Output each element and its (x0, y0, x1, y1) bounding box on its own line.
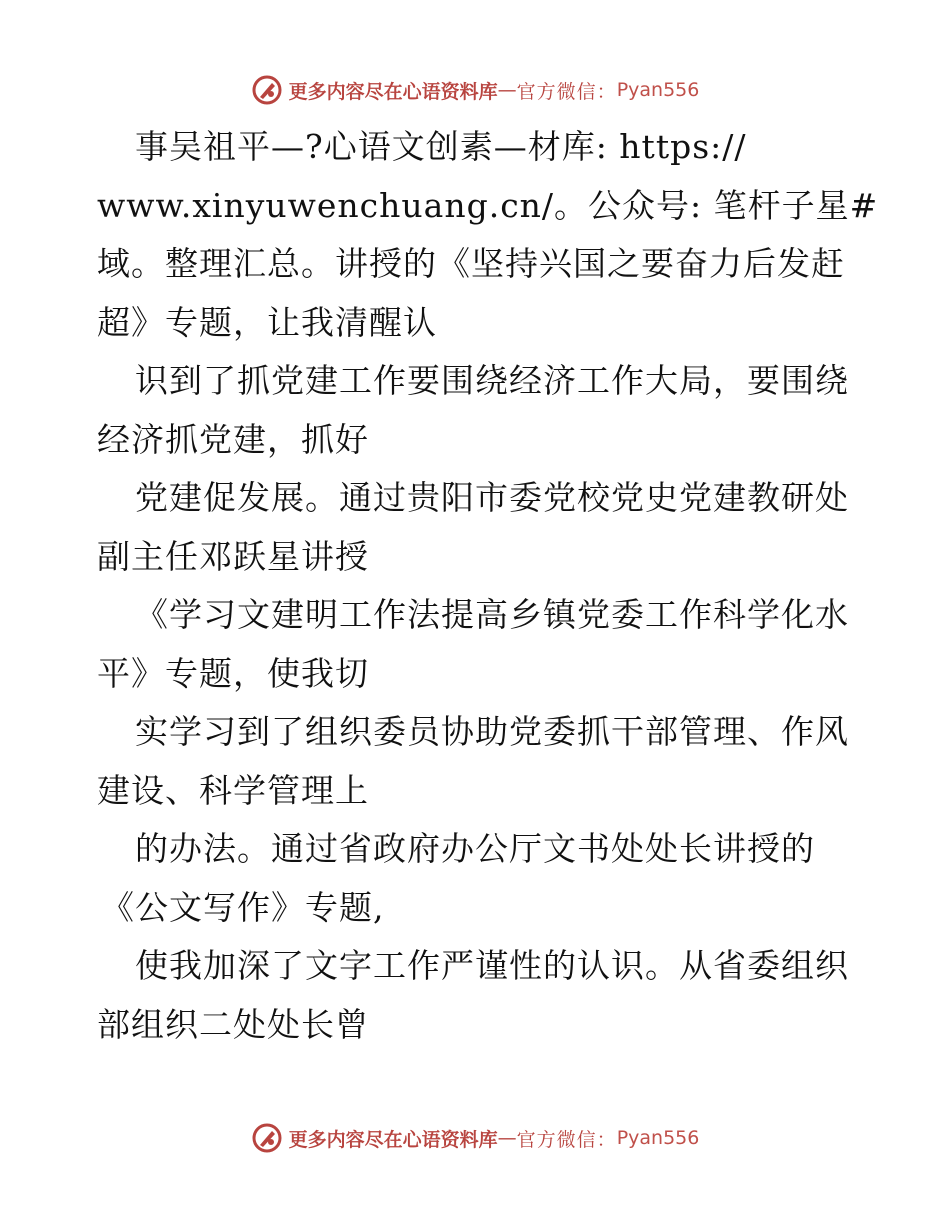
body-line: 部组织二处处长曾 (97, 1004, 369, 1044)
body-line: 建设、科学管理上 (97, 770, 369, 810)
body-line: 副主任邓跃星讲授 (97, 536, 369, 576)
footer-dash: — (497, 1127, 517, 1149)
header-banner (0, 70, 950, 110)
footer-official-label: 官方微信： (516, 1128, 617, 1151)
footer-main-text: 更多内容尽在心语资料库 (288, 1128, 498, 1151)
header-main-text: 更多内容尽在心语资料库 (288, 80, 498, 103)
document-body (97, 118, 879, 1054)
body-line: 党建促发展。通过贵阳市委党校党史党建教研处 (135, 478, 849, 517)
pen-logo-icon (251, 74, 283, 106)
body-line: 超》专题，让我清醒认 (97, 302, 437, 342)
body-line: 事吴祖平—?心语文创素—材库: https:// (135, 127, 747, 166)
body-line: 经济抓党建，抓好 (97, 419, 369, 459)
body-line: www.xinyuwenchuang.cn/。公众号: 笔杆子星# (97, 185, 879, 225)
header-official-label: 官方微信： (516, 80, 617, 103)
body-line: 域。整理汇总。讲授的《坚持兴国之要奋力后发赶 (97, 244, 845, 283)
body-line: 实学习到了组织委员协助党委抓干部管理、作风 (135, 712, 849, 751)
body-line: 的办法。通过省政府办公厅文书处处长讲授的 (135, 829, 815, 868)
header-dash: — (497, 79, 517, 101)
body-line: 使我加深了文字工作严谨性的认识。从省委组织 (135, 946, 849, 985)
body-line: 识到了抓党建工作要围绕经济工作大局，要围绕 (135, 361, 849, 400)
footer-account-id: Pyan556 (616, 1127, 700, 1149)
body-line: 《公文写作》专题, (101, 887, 385, 927)
footer-banner (0, 1118, 950, 1158)
header-account-id: Pyan556 (616, 79, 700, 101)
body-line: 平》专题，使我切 (97, 653, 369, 693)
body-line: 《学习文建明工作法提高乡镇党委工作科学化水 (135, 595, 849, 634)
pen-logo-icon (251, 1122, 283, 1154)
